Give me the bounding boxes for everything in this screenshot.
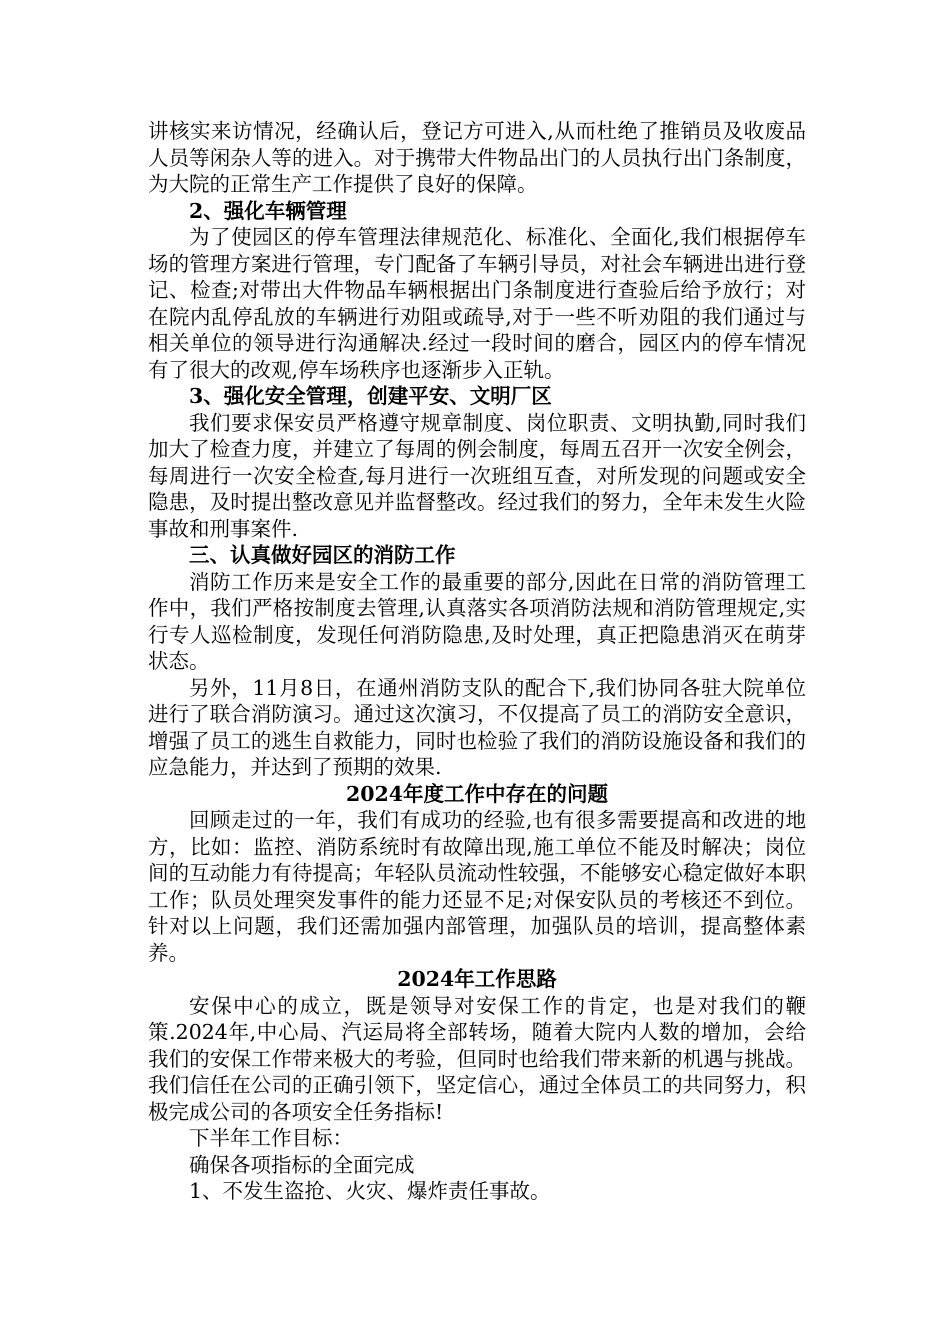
section-heading-safety-management: 3、强化安全管理，创建平安、文明厂区: [189, 384, 552, 408]
paragraph-goal-1: 1、不发生盗抢、火灾、爆炸责任事故。: [189, 1179, 551, 1203]
section-heading-fire-protection: 三、认真做好园区的消防工作: [189, 543, 456, 567]
document-page: [148, 118, 806, 1205]
paragraph-fire-drill: 另外，11月8日，在通州消防支队的配合下,我们协同各驻大院单位进行了联合消防演习。通过这次演习，不仅提高了员工的消防安全意识，增强了员工的逃生自救能力，同时也检验了我们的消防设施设备和我们的应急能力，并达到了预期的效果.: [148, 675, 806, 779]
heading-existing-problems: 2024年度工作中存在的问题: [345, 781, 609, 806]
paragraph-vehicle-management: 为了使园区的停车管理法律规范化、标准化、全面化,我们根据停车场的管理方案进行管理，专门配备了车辆引导员，对社会车辆进出进行登记、检查;对带出大件物品车辆根据出门条制度进行查验后给予放行；对在院内乱停乱放的车辆进行劝阻或疏导,对于一些不听劝阻的我们通过与相关单位的领导进行沟通解决.经过一段时间的磨合，园区内的停车情况有了很大的改观,停车场秩序也逐渐步入正轨。: [148, 225, 806, 382]
paragraph-visitor-registration: 讲核实来访情况，经确认后，登记方可进入,从而杜绝了推销员及收废品人员等闲杂人等的进入。对于携带大件物品出门的人员执行出门条制度，为大院的正常生产工作提供了良好的保障。: [148, 119, 806, 196]
heading-work-plan: 2024年工作思路: [397, 967, 557, 991]
paragraph-work-plan: 安保中心的成立，既是领导对安保工作的肯定，也是对我们的鞭策.2024年,中心局、汽运局将全部转场，随着大院内人数的增加，会给我们的安保工作带来极大的考验，但同时也给我们带来新的机遇与挑战。我们信任在公司的正确引领下，坚定信心，通过全体员工的共同努力，积极完成公司的各项安全任务指标!: [148, 993, 806, 1124]
paragraph-goals-label: 下半年工作目标：: [189, 1126, 353, 1150]
paragraph-existing-problems: 回顾走过的一年，我们有成功的经验,也有很多需要提高和改进的地方，比如：监控、消防系统时有故障出现,施工单位不能及时解决；岗位间的互动能力有待提高；年轻队员流动性较强，不能够安心稳定做好本职工作；队员处理突发事件的能力还显不足;对保安队员的考核还不到位。针对以上问题，我们还需加强内部管理，加强队员的培训，提高整体素养。: [148, 808, 806, 965]
section-heading-vehicle-management: 2、强化车辆管理: [189, 198, 347, 223]
paragraph-safety-management: 我们要求保安员严格遵守规章制度、岗位职责、文明执勤,同时我们加大了检查力度，并建立了每周的例会制度，每周五召开一次安全例会，每周进行一次安全检查,每月进行一次班组互查，对所发现的问题或安全隐患，及时提出整改意见并监督整改。经过我们的努力，全年未发生火险事故和刑事案件.: [148, 410, 806, 541]
paragraph-fire-protection: 消防工作历来是安全工作的最重要的部分,因此在日常的消防管理工作中，我们严格按制度去管理,认真落实各项消防法规和消防管理规定,实行专人巡检制度，发现任何消防隐患,及时处理，真正把隐患消灭在萌芽状态。: [148, 569, 806, 673]
paragraph-goals-intro: 确保各项指标的全面完成: [189, 1152, 415, 1177]
